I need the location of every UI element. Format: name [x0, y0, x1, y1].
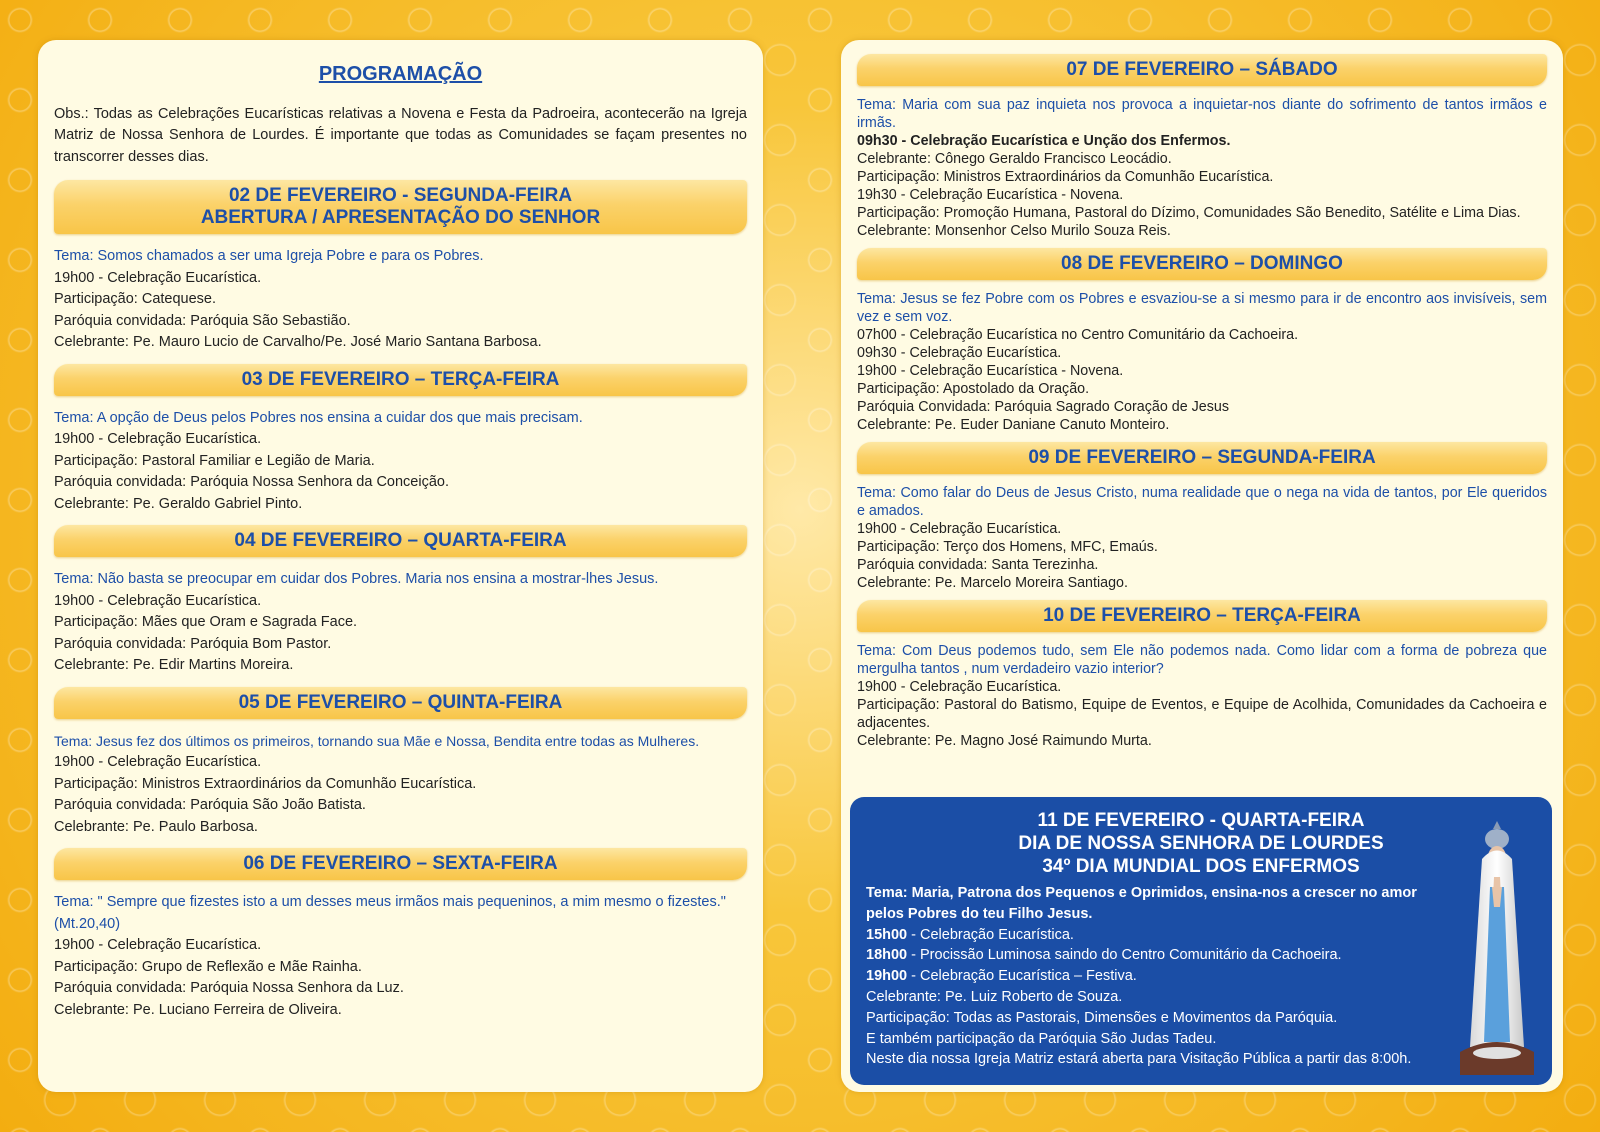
day-line: 09h30 - Celebração Eucarística. — [857, 345, 1062, 361]
day-line: Celebrante: Pe. Geraldo Gabriel Pinto. — [54, 495, 303, 512]
day-line: Celebrante: Pe. Edir Martins Moreira. — [54, 657, 294, 673]
day-line: 19h00 - Celebração Eucarística. — [54, 592, 262, 609]
feast-item-time: 18h00 — [866, 947, 908, 964]
day-theme: Tema: Jesus fez dos últimos os primeiros, tornando sua Mãe e Nossa, Bendita entre todas as Mulheres. — [54, 732, 700, 749]
day-heading-line: 02 DE FEVEREIRO - SEGUNDA-FEIRA — [228, 185, 573, 206]
day-line-bold: 09h30 - Celebração Eucarística e Unção dos Enfermos. — [857, 133, 1231, 149]
day-line: Participação: Catequese. — [54, 291, 217, 307]
day-heading: 07 DE FEVEREIRO – SÁBADO — [857, 54, 1547, 86]
day-section — [857, 54, 1547, 240]
our-lady-statue-image — [1454, 817, 1540, 1079]
day-theme: Tema: Não basta se preocupar em cuidar dos Pobres. Maria nos ensina a mostrar-lhes Jesus. — [54, 571, 659, 587]
day-section — [857, 600, 1547, 750]
day-line: Celebrante: Pe. Marcelo Moreira Santiago. — [857, 575, 1128, 591]
feast-item-text: - Procissão Luminosa saindo do Centro Comunitário da Cachoeira. — [907, 947, 1342, 964]
day-line: 19h30 - Celebração Eucarística - Novena. — [857, 187, 1124, 203]
day-heading-line: 05 DE FEVEREIRO – QUINTA-FEIRA — [238, 691, 563, 713]
day-theme: Tema: Maria com sua paz inquieta nos provoca a inquietar-nos diante do sofrimento de tantos irmãos e irmãs. — [857, 97, 1547, 131]
feast-item-text: - Celebração Eucarística. — [907, 926, 1074, 943]
day-heading — [54, 364, 747, 396]
day-section — [54, 525, 747, 677]
day-heading: 10 DE FEVEREIRO – TERÇA-FEIRA — [857, 600, 1547, 632]
feast-heading-line: 34º DIA MUNDIAL DOS ENFERMOS — [1042, 856, 1360, 877]
day-heading: 08 DE FEVEREIRO – DOMINGO — [857, 248, 1547, 280]
day-heading — [54, 525, 747, 557]
day-line: 19h00 - Celebração Eucarística. — [54, 269, 262, 286]
feast-item — [866, 925, 1446, 946]
feast-item — [866, 945, 1446, 966]
day-line: 19h00 - Celebração Eucarística. — [54, 937, 262, 953]
feast-heading — [850, 809, 1552, 878]
observation-text: Obs.: Todas as Celebrações Eucarísticas relativas a Novena e Festa da Padroeira, acontecerão na Igreja Matriz de Nossa Senhora de Lourdes. É importante que todas as Comunidades se façam presentes no transcorrer desses dias. — [54, 105, 747, 165]
day-line: Celebrante: Pe. Paulo Barbosa. — [54, 818, 258, 835]
day-line: Paróquia convidada: Santa Terezinha. — [857, 557, 1099, 573]
day-theme: Tema: A opção de Deus pelos Pobres nos ensina a cuidar dos que mais precisam. — [54, 409, 583, 426]
day-theme: Tema: Jesus se fez Pobre com os Pobres e esvaziou-se a si mesmo para ir de encontro aos invisíveis, sem vez e sem voz. — [857, 291, 1547, 325]
feast-item-time: 19h00 — [866, 968, 908, 985]
day-line: Celebrante: Cônego Geraldo Francisco Leocádio. — [857, 151, 1172, 167]
day-section — [54, 848, 747, 1021]
day-heading-line: 06 DE FEVEREIRO – SEXTA-FEIRA — [243, 853, 558, 874]
day-heading-line: ABERTURA / APRESENTAÇÃO DO SENHOR — [200, 207, 601, 228]
day-line: Participação: Ministros Extraordinários da Comunhão Eucarística. — [857, 169, 1274, 185]
day-line: Paróquia convidada: Paróquia Nossa Senhora da Luz. — [54, 980, 404, 996]
day-line: Paróquia convidada: Paróquia Bom Pastor. — [54, 635, 332, 652]
day-line: Participação: Terço dos Homens, MFC, Emaús. — [857, 539, 1158, 555]
feast-line: Celebrante: Pe. Luiz Roberto de Souza. — [866, 988, 1123, 1005]
day-line: Paróquia convidada: Paróquia São João Batista. — [54, 797, 366, 813]
feast-line: Participação: Todas as Pastorais, Dimensões e Movimentos da Paróquia. — [866, 1009, 1338, 1026]
day-heading-line: 03 DE FEVEREIRO – TERÇA-FEIRA — [241, 368, 560, 390]
day-heading — [54, 848, 747, 880]
feast-line: E também participação da Paróquia São Judas Tadeu. — [866, 1030, 1217, 1047]
feast-line: Neste dia nossa Igreja Matriz estará aberta para Visitação Pública a partir das 8:00h. — [866, 1051, 1412, 1068]
day-line: Participação: Ministros Extraordinários da Comunhão Eucarística. — [54, 775, 477, 792]
feast-day-box — [850, 797, 1552, 1085]
day-section — [54, 180, 747, 354]
day-line: Participação: Promoção Humana, Pastoral do Dízimo, Comunidades São Benedito, Satélite e Lima Dias. — [857, 205, 1521, 221]
day-line: Paróquia convidada: Paróquia São Sebastião. — [54, 312, 351, 329]
day-line: 19h00 - Celebração Eucarística. — [54, 431, 262, 447]
day-line: 19h00 - Celebração Eucarística. — [857, 521, 1062, 537]
day-line: Celebrante: Pe. Euder Daniane Canuto Monteiro. — [857, 417, 1170, 433]
day-line: Participação: Apostolado da Oração. — [857, 381, 1090, 397]
day-line: 07h00 - Celebração Eucarística no Centro Comunitário da Cachoeira. — [857, 327, 1299, 343]
day-line: Paróquia convidada: Paróquia Nossa Senhora da Conceição. — [54, 474, 449, 490]
day-line: 19h00 - Celebração Eucarística. — [857, 679, 1062, 695]
day-theme: Tema: Com Deus podemos tudo, sem Ele não podemos nada. Como lidar com a forma de pobreza que mergulha tantos , num verdadeiro vazio interior? — [857, 643, 1547, 677]
feast-heading-line: 11 DE FEVEREIRO - QUARTA-FEIRA — [1037, 810, 1365, 831]
day-line: Celebrante: Pe. Luciano Ferreira de Oliveira. — [54, 1001, 342, 1018]
feast-theme: Tema: Maria, Patrona dos Pequenos e Oprimidos, ensina-nos a crescer no amor pelos Pobres do teu Filho Jesus. — [866, 885, 1417, 922]
day-theme: Tema: Somos chamados a ser uma Igreja Pobre e para os Pobres. — [54, 248, 484, 264]
day-theme: Tema: " Sempre que fizestes isto a um desses meus irmãos mais pequeninos, a mim mesmo o fizestes." (Mt.20,40) — [54, 894, 726, 932]
feast-item-text: - Celebração Eucarística – Festiva. — [907, 968, 1137, 985]
day-heading — [54, 180, 747, 234]
day-line: Celebrante: Monsenhor Celso Murilo Souza Reis. — [857, 223, 1171, 239]
day-section — [54, 364, 747, 516]
day-section — [857, 442, 1547, 592]
day-heading-line: 04 DE FEVEREIRO – QUARTA-FEIRA — [234, 530, 567, 551]
page-title: PROGRAMAÇÃO — [318, 63, 483, 85]
feast-body — [866, 883, 1446, 1070]
day-line: Participação: Pastoral do Batismo, Equipe de Eventos, e Equipe de Acolhida, Comunidades da Cachoeira e adjacentes. — [857, 697, 1547, 731]
day-line: Participação: Grupo de Reflexão e Mãe Rainha. — [54, 958, 362, 975]
day-section — [857, 248, 1547, 434]
day-line: Paróquia Convidada: Paróquia Sagrado Coração de Jesus — [857, 399, 1229, 415]
day-line: 19h00 - Celebração Eucarística. — [54, 754, 262, 770]
day-theme: Tema: Como falar do Deus de Jesus Cristo, numa realidade que o nega na vida de tantos, por Ele queridos e amados. — [857, 485, 1547, 519]
day-line: Participação: Pastoral Familiar e Legião de Maria. — [54, 452, 375, 469]
day-line: Participação: Mães que Oram e Sagrada Face. — [54, 614, 358, 630]
day-line: Celebrante: Pe. Magno José Raimundo Murta. — [857, 733, 1152, 749]
feast-item-time: 15h00 — [866, 926, 908, 943]
day-heading — [54, 687, 747, 719]
feast-heading-line: DIA DE NOSSA SENHORA DE LOURDES — [1018, 833, 1384, 854]
day-heading: 09 DE FEVEREIRO – SEGUNDA-FEIRA — [857, 442, 1547, 474]
day-line: 19h00 - Celebração Eucarística - Novena. — [857, 363, 1124, 379]
feast-item — [866, 966, 1446, 987]
left-panel — [38, 40, 763, 1092]
day-line: Celebrante: Pe. Mauro Lucio de Carvalho/Pe. José Mario Santana Barbosa. — [54, 334, 542, 350]
day-section — [54, 687, 747, 839]
